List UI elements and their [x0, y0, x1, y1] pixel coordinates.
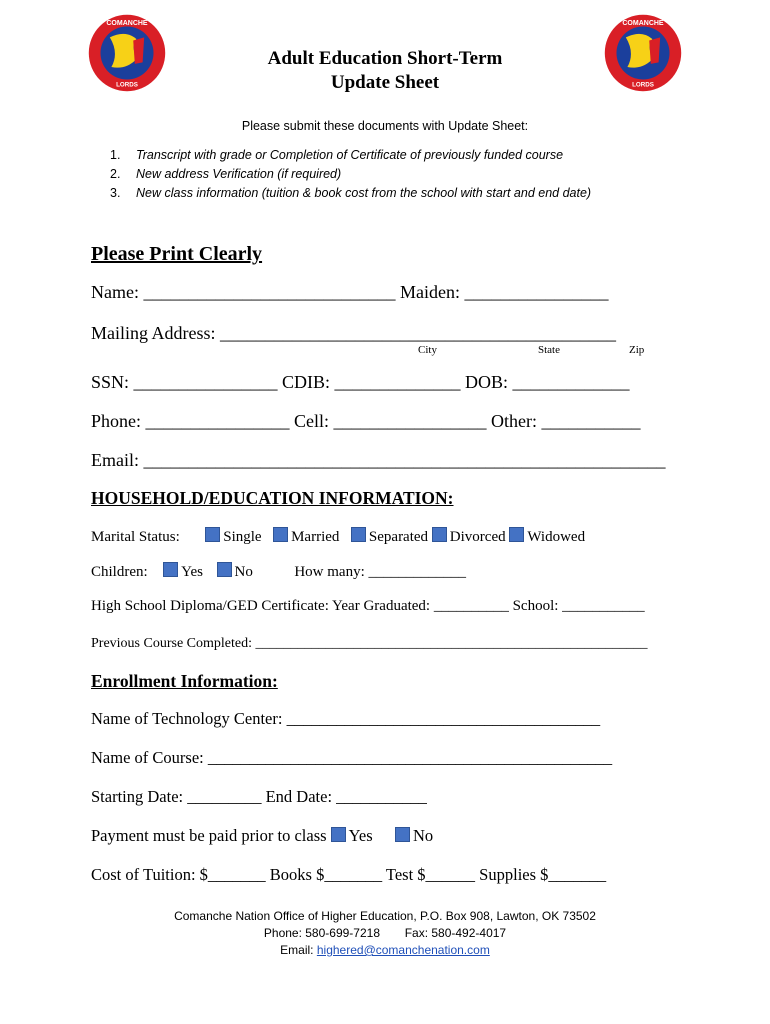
diploma-field[interactable]: High School Diploma/GED Certificate: Year Graduated: __________ School: ___________	[91, 598, 645, 614]
checkbox-icon[interactable]	[163, 562, 178, 577]
marital-option-widowed[interactable]: Widowed	[509, 527, 585, 546]
document-item: 2. New address Verification (if required)	[110, 167, 342, 181]
checkbox-icon[interactable]	[205, 527, 220, 542]
city-label: City	[418, 344, 437, 356]
marital-option-separated[interactable]: Separated	[351, 527, 428, 546]
checkbox-icon[interactable]	[395, 827, 410, 842]
checkbox-icon[interactable]	[331, 827, 346, 842]
print-clearly-heading: Please Print Clearly	[91, 243, 263, 265]
svg-text:LORDS: LORDS	[632, 81, 654, 89]
footer-fax: Fax: 580-492-4017	[404, 926, 507, 940]
previous-course-field[interactable]: Previous Course Completed: ________________________________________________________	[91, 636, 648, 651]
email-link[interactable]: highered@comanchenation.com	[316, 943, 490, 957]
household-heading: HOUSEHOLD/EDUCATION INFORMATION:	[91, 488, 454, 508]
technology-center-field[interactable]: Name of Technology Center: ______________________________________	[91, 709, 601, 728]
marital-option-single[interactable]: Single	[205, 527, 261, 546]
marital-status-row	[91, 527, 585, 546]
how-many-field[interactable]: How many: _____________	[294, 564, 467, 580]
course-name-field[interactable]: Name of Course: _________________________________________________	[91, 748, 613, 767]
marital-option-divorced[interactable]: Divorced	[432, 527, 506, 546]
payment-row	[91, 826, 433, 846]
svg-text:COMANCHE: COMANCHE	[622, 19, 664, 27]
footer-email-label: Email:	[280, 943, 314, 957]
children-option-yes[interactable]: Yes	[163, 562, 203, 581]
dates-field[interactable]: Starting Date: _________ End Date: ___________	[91, 787, 427, 806]
children-label: Children:	[91, 564, 148, 580]
payment-option-no[interactable]: No	[395, 826, 433, 846]
ssn-cdib-dob-field[interactable]: SSN: ________________ CDIB: ______________ DOB: _____________	[91, 372, 630, 392]
footer-phone: Phone: 580-699-7218	[263, 926, 380, 940]
form-title-line2: Update Sheet	[330, 72, 440, 93]
checkbox-icon[interactable]	[509, 527, 524, 542]
checkbox-icon[interactable]	[217, 562, 232, 577]
footer-address: Comanche Nation Office of Higher Education, P.O. Box 908, Lawton, OK 73502	[174, 909, 596, 923]
marital-option-married[interactable]: Married	[273, 527, 339, 546]
document-item: 1. Transcript with grade or Completion of Certificate of previously funded course	[110, 148, 564, 162]
payment-label: Payment must be paid prior to class	[91, 826, 327, 845]
footer-contact	[0, 926, 770, 940]
payment-option-yes[interactable]: Yes	[331, 826, 373, 846]
zip-label: Zip	[629, 344, 645, 356]
enrollment-heading: Enrollment Information:	[91, 671, 278, 691]
form-title-line1: Adult Education Short-Term	[267, 48, 503, 69]
children-row	[91, 562, 466, 581]
mailing-address-field[interactable]: Mailing Address: ____________________________________________	[91, 323, 616, 343]
checkbox-icon[interactable]	[273, 527, 288, 542]
checkbox-icon[interactable]	[351, 527, 366, 542]
state-label: State	[538, 344, 560, 356]
footer-email	[0, 943, 770, 957]
children-option-no[interactable]: No	[217, 562, 253, 581]
svg-text:LORDS: LORDS	[116, 81, 138, 89]
email-field[interactable]: Email: __________________________________________________________	[91, 450, 666, 470]
svg-text:COMANCHE: COMANCHE	[106, 19, 148, 27]
intro-text: Please submit these documents with Update Sheet:	[241, 119, 529, 133]
marital-status-label: Marital Status:	[91, 529, 180, 545]
phone-cell-other-field[interactable]: Phone: ________________ Cell: _________________ Other: ___________	[91, 411, 641, 431]
cost-field[interactable]: Cost of Tuition: $_______ Books $_______ Test $______ Supplies $_______	[91, 865, 607, 884]
name-field[interactable]: Name: ____________________________ Maiden: ________________	[91, 282, 609, 302]
document-item: 3. New class information (tuition & book cost from the school with start and end date)	[110, 186, 592, 200]
checkbox-icon[interactable]	[432, 527, 447, 542]
